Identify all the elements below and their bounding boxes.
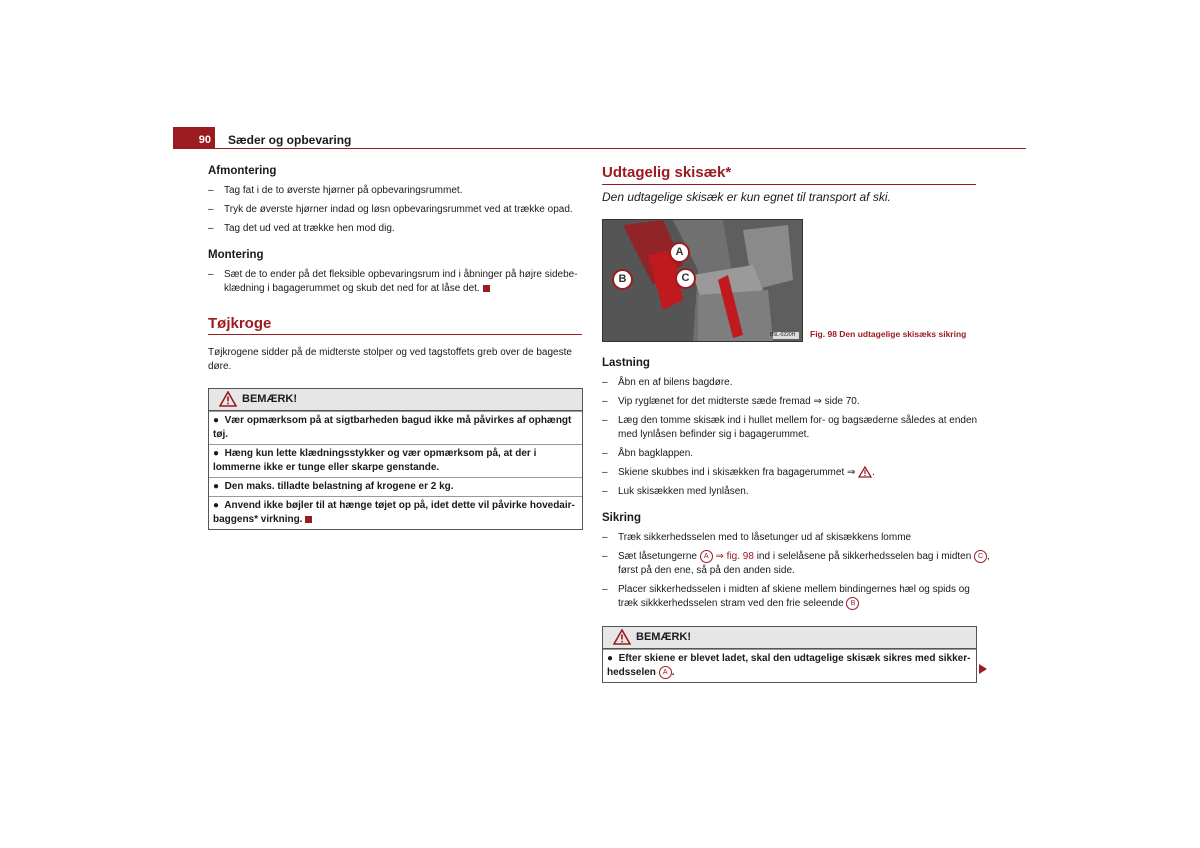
sikring-heading: Sikring bbox=[602, 512, 641, 524]
note-header bbox=[603, 627, 976, 649]
list-item: – Vip ryglænet for det midterste sæde fremad ⇒ side 70. bbox=[602, 396, 860, 407]
list-item: – Placer sikkerhedsselen i midten af skiene mellem bindingernes hæl og spids og træk sikkkerhedsselen stram ved den frie seleende B bbox=[602, 584, 970, 610]
paragraph: Tøjkrogene sidder på de midterste stolper og ved tagstoffets greb over de bageste døre. bbox=[208, 347, 572, 372]
note-item: ● Den maks. tilladte belastning af krogene er 2 kg. bbox=[209, 477, 582, 496]
list-item: – Læg den tomme skisæk ind i hullet mellem for- og bagsæderne således at enden med lynlåsen befinder sig i bagagerummet. bbox=[602, 415, 978, 440]
figure-label-c: C bbox=[675, 268, 696, 289]
list-item: – Sæt de to ender på det fleksible opbevaringsrum ind i åbninger på højre sidebe- klædning i bagagerummet og skub det ned for at låse det. bbox=[208, 269, 578, 294]
list-item: – Skiene skubbes ind i skisækken fra bagagerummet ⇒ . bbox=[602, 467, 875, 478]
ref-label-a: A bbox=[700, 550, 713, 563]
figure-label-a: A bbox=[669, 242, 690, 263]
section-rule bbox=[602, 184, 976, 185]
list-item: – Åbn en af bilens bagdøre. bbox=[602, 377, 733, 388]
intro-text: Den udtagelige skisæk er kun egnet til transport af ski. bbox=[602, 190, 891, 204]
list-item: – Tryk de øverste hjørner indad og løsn opbevaringsrummet ved at trække opad. bbox=[208, 204, 573, 215]
section-rule bbox=[208, 334, 582, 335]
list-item: – Træk sikkerhedsselen med to låsetunger ud af skisækkens lomme bbox=[602, 532, 912, 543]
note-title: BEMÆRK! bbox=[636, 631, 691, 643]
afmontering-heading: Afmontering bbox=[208, 165, 277, 177]
list-item: – Åbn bagklappen. bbox=[602, 448, 694, 459]
list-item: – Sæt låsetungerne A ⇒ fig. 98 ind i selelåsene på sikkerhedsselen bag i midten C , først på den ene, så på den anden side. bbox=[602, 551, 990, 577]
list-item: – Luk skisækken med lynlåsen. bbox=[602, 486, 749, 497]
ref-label-c: C bbox=[974, 550, 987, 563]
note-item: ● Vær opmærksom på at sigtbarheden bagud ikke må påvirkes af ophængt tøj. bbox=[209, 411, 582, 444]
section-title-tojkroge: Tøjkroge bbox=[208, 315, 272, 332]
end-marker bbox=[483, 285, 490, 292]
warning-icon bbox=[858, 466, 872, 478]
next-page-arrow-icon bbox=[979, 664, 987, 674]
list-item: – Tag fat i de to øverste hjørner på opbevaringsrummet. bbox=[208, 185, 463, 196]
warning-note-box bbox=[602, 626, 977, 683]
section-title-skisaek: Udtagelig skisæk* bbox=[602, 164, 732, 181]
header-rule bbox=[215, 148, 1026, 149]
figure-code: B5L-0220H bbox=[770, 332, 796, 338]
page-number: 90 bbox=[173, 127, 215, 149]
note-title: BEMÆRK! bbox=[242, 393, 297, 405]
ref-label-b: B bbox=[846, 597, 859, 610]
warning-icon bbox=[613, 629, 631, 645]
end-marker bbox=[305, 516, 312, 523]
figure-caption: Fig. 98 Den udtagelige skisæks sikring bbox=[810, 329, 967, 339]
note-item: ● Anvend ikke bøjler til at hænge tøjet op på, idet dette vil påvirke hovedair- baggens* virkning. bbox=[209, 496, 582, 529]
warning-icon bbox=[219, 391, 237, 407]
note-item: ● Hæng kun lette klædningsstykker og vær opmærksom på, at der i lommerne ikke er tunge eller skarpe genstande. bbox=[209, 444, 582, 477]
figure-link[interactable]: ⇒ fig. 98 bbox=[715, 551, 754, 563]
figure-label-b: B bbox=[612, 269, 633, 290]
list-item: – Tag det ud ved at trække hen mod dig. bbox=[208, 223, 395, 234]
ref-label-a: A bbox=[659, 666, 672, 679]
chapter-title: Sæder og opbevaring bbox=[228, 133, 352, 147]
lastning-heading: Lastning bbox=[602, 357, 650, 369]
figure-98 bbox=[602, 219, 803, 342]
note-header bbox=[209, 389, 582, 411]
warning-note-box bbox=[208, 388, 583, 530]
note-item: ● Efter skiene er blevet ladet, skal den udtagelige skisæk sikres med sikker- hedsselen A . bbox=[603, 649, 976, 682]
montering-heading: Montering bbox=[208, 249, 264, 261]
